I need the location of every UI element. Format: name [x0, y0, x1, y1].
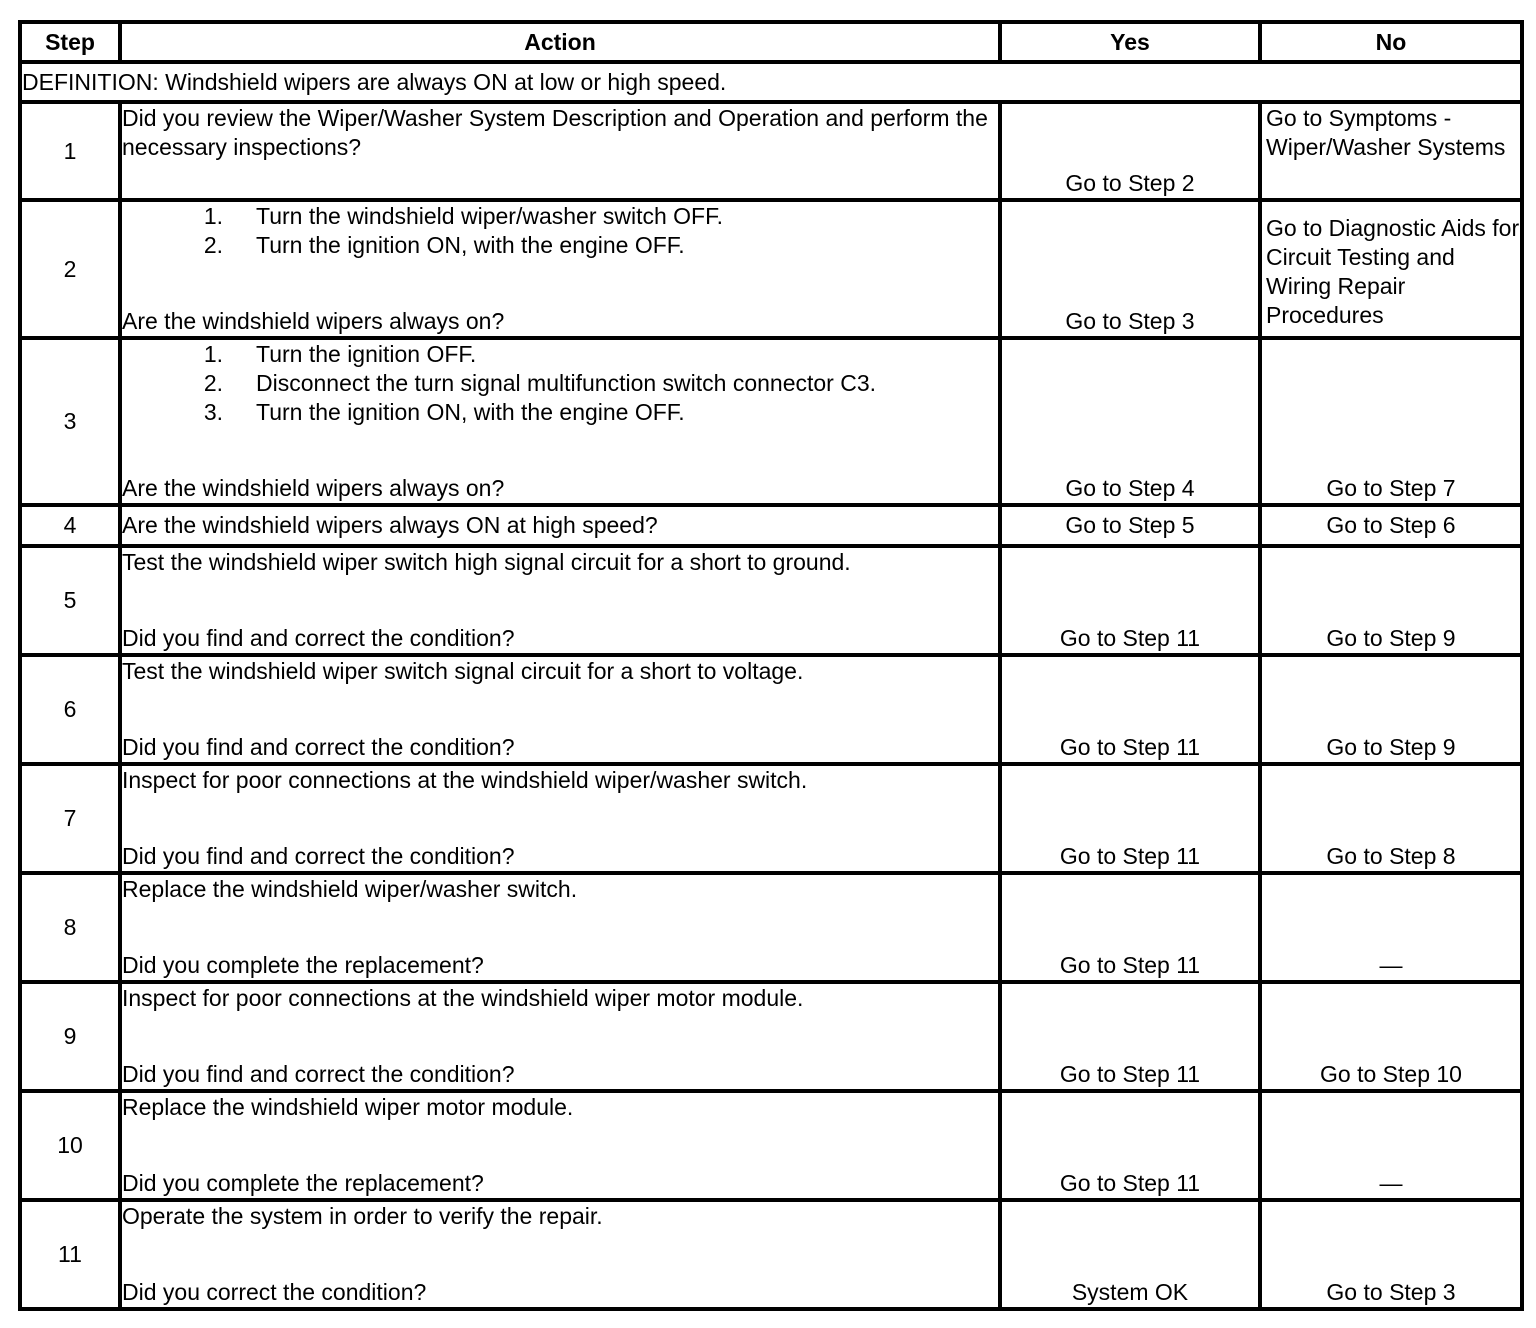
yes-cell: Go to Step 11: [1000, 655, 1260, 764]
no-cell: —: [1260, 873, 1522, 982]
step-number: 2: [20, 200, 120, 338]
action-text: Inspect for poor connections at the windshield wiper motor module.: [122, 985, 804, 1011]
question-text: Did you complete the replacement?: [122, 952, 484, 978]
action-text: Inspect for poor connections at the windshield wiper/washer switch.: [122, 767, 808, 793]
yes-cell: Go to Step 11: [1000, 764, 1260, 873]
yes-cell: Go to Step 5: [1000, 505, 1260, 546]
substep: 1. Turn the windshield wiper/washer switch OFF.: [203, 203, 723, 229]
table-row: [20, 1091, 1522, 1200]
table-row: [20, 200, 1522, 338]
yes-cell: Go to Step 3: [1000, 200, 1260, 338]
no-cell: Go to Step 9: [1260, 655, 1522, 764]
action-text: Replace the windshield wiper/washer switch.: [122, 876, 578, 902]
header-row: [20, 22, 1522, 62]
no-cell: Go to Step 3: [1260, 1200, 1522, 1309]
step-number: 7: [20, 764, 120, 873]
substep-text: Turn the ignition ON, with the engine OFF.: [256, 232, 685, 258]
yes-cell: System OK: [1000, 1200, 1260, 1309]
substep-text: Disconnect the turn signal multifunction switch connector C3.: [256, 370, 877, 396]
definition-text: DEFINITION: Windshield wipers are always ON at low or high speed.: [20, 62, 1522, 102]
table-row: [20, 873, 1522, 982]
substep: 2. Turn the ignition ON, with the engine OFF.: [203, 232, 685, 258]
action-cell: [120, 1091, 1000, 1200]
substep-text: Turn the windshield wiper/washer switch OFF.: [256, 203, 723, 229]
action-cell: [120, 546, 1000, 655]
table-row: [20, 1200, 1522, 1309]
no-cell: Go to Step 8: [1260, 764, 1522, 873]
action-cell: [120, 200, 1000, 338]
header-yes: Yes: [1000, 22, 1260, 62]
no-cell: Go to Step 6: [1260, 505, 1522, 546]
substep: 1. Turn the ignition OFF.: [203, 341, 477, 367]
question-text: Did you find and correct the condition?: [122, 1061, 515, 1087]
no-cell: Go to Step 9: [1260, 546, 1522, 655]
question-text: Did you find and correct the condition?: [122, 625, 515, 651]
diagnostic-table: [18, 20, 1524, 1311]
definition-row: [20, 62, 1522, 102]
step-number: 5: [20, 546, 120, 655]
action-text: Test the windshield wiper switch high signal circuit for a short to ground.: [122, 549, 851, 575]
step-number: 10: [20, 1091, 120, 1200]
action-cell: [120, 338, 1000, 505]
header-step: Step: [20, 22, 120, 62]
action-cell: [120, 505, 1000, 546]
step-number: 8: [20, 873, 120, 982]
yes-cell: Go to Step 11: [1000, 546, 1260, 655]
question-text: Did you correct the condition?: [122, 1279, 427, 1305]
step-number: 6: [20, 655, 120, 764]
substep-text: Turn the ignition OFF.: [256, 341, 477, 367]
substep: 3. Turn the ignition ON, with the engine OFF.: [203, 399, 685, 425]
header-action: Action: [120, 22, 1000, 62]
question-text: Are the windshield wipers always on?: [122, 475, 505, 501]
action-cell: [120, 1200, 1000, 1309]
question-text: Did you find and correct the condition?: [122, 843, 515, 869]
question-text: Did you complete the replacement?: [122, 1170, 484, 1196]
action-text: Replace the windshield wiper motor module.: [122, 1094, 574, 1120]
action-text: Are the windshield wipers always ON at high speed?: [122, 512, 658, 538]
table-row: [20, 505, 1522, 546]
action-cell: [120, 873, 1000, 982]
question-text: Did you find and correct the condition?: [122, 734, 515, 760]
table-row: [20, 102, 1522, 200]
yes-cell: Go to Step 4: [1000, 338, 1260, 505]
table-row: [20, 655, 1522, 764]
question-text: Are the windshield wipers always on?: [122, 308, 505, 334]
yes-cell: Go to Step 11: [1000, 873, 1260, 982]
action-text: Operate the system in order to verify the repair.: [122, 1203, 603, 1229]
table-row: [20, 546, 1522, 655]
action-text: Test the windshield wiper switch signal circuit for a short to voltage.: [122, 658, 804, 684]
substep: 2. Disconnect the turn signal multifunction switch connector C3.: [203, 370, 877, 396]
substep-text: Turn the ignition ON, with the engine OFF.: [256, 399, 685, 425]
no-cell: Go to Step 10: [1260, 982, 1522, 1091]
step-number: 4: [20, 505, 120, 546]
action-cell: [120, 982, 1000, 1091]
header-no: No: [1260, 22, 1522, 62]
action-text: Did you review the Wiper/Washer System Description and Operation and perform the necessary inspections?: [122, 105, 988, 160]
table-row: [20, 338, 1522, 505]
action-cell: [120, 764, 1000, 873]
yes-cell: Go to Step 2: [1000, 102, 1260, 200]
step-number: 3: [20, 338, 120, 505]
no-cell: Go to Step 7: [1260, 338, 1522, 505]
step-number: 1: [20, 102, 120, 200]
no-cell: Go to Symptoms - Wiper/Washer Systems: [1260, 102, 1522, 200]
table-row: [20, 764, 1522, 873]
yes-cell: Go to Step 11: [1000, 982, 1260, 1091]
action-cell: [120, 102, 1000, 200]
step-number: 11: [20, 1200, 120, 1309]
yes-cell: Go to Step 11: [1000, 1091, 1260, 1200]
no-cell: —: [1260, 1091, 1522, 1200]
step-number: 9: [20, 982, 120, 1091]
no-cell: Go to Diagnostic Aids for Circuit Testing and Wiring Repair Procedures: [1260, 200, 1522, 338]
table-row: [20, 982, 1522, 1091]
action-cell: [120, 655, 1000, 764]
